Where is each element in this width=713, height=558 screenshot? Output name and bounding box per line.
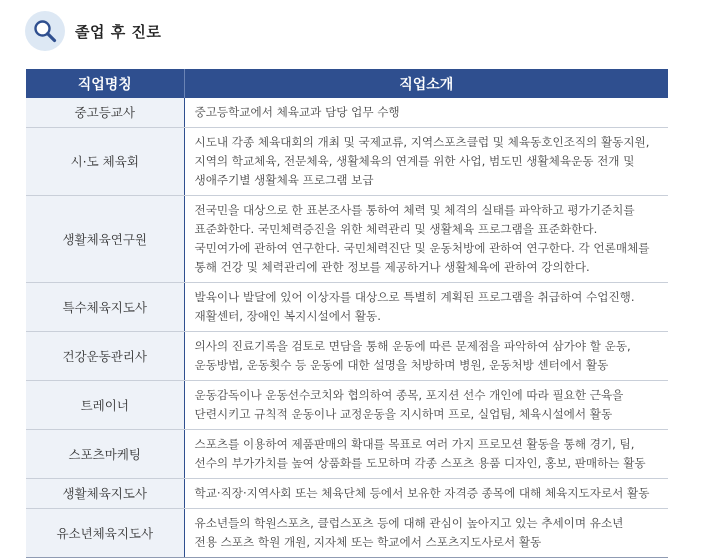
description-line: 발육이나 발달에 있어 이상자를 대상으로 특별히 계획된 프로그램을 취급하여 수업진행. — [194, 290, 635, 304]
table-row — [26, 196, 668, 283]
description-line: 전용 스포츠 학원 개원, 지자체 또는 학교에서 스포츠지도사로서 활동 — [194, 535, 542, 549]
job-name-cell: 생활체육지도사 — [26, 479, 184, 509]
magnifier-icon — [25, 11, 65, 51]
description-line: 재활센터, 장애인 복지시설에서 활동. — [194, 309, 381, 323]
job-description-cell — [184, 479, 668, 509]
description-line: 단련시키고 규칙적 운동이나 교정운동을 지시하며 프로, 실업팀, 체육시설에서 활동 — [194, 407, 613, 421]
description-line: 생애주기별 생활체육 프로그램 보급 — [194, 173, 374, 187]
job-description-cell — [184, 283, 668, 332]
job-name-cell: 건강운동관리사 — [26, 332, 184, 381]
table-row — [26, 479, 668, 509]
job-description-cell — [184, 98, 668, 128]
table-row — [26, 430, 668, 479]
career-table — [26, 69, 668, 558]
job-name-cell: 중고등교사 — [26, 98, 184, 128]
table-header-row — [26, 69, 668, 98]
job-description-cell — [184, 381, 668, 430]
job-name-cell: 시·도 체육회 — [26, 128, 184, 196]
job-name-cell: 유소년체육지도사 — [26, 509, 184, 558]
description-line: 지역의 학교체육, 전문체육, 생활체육의 연계를 위한 사업, 범도민 생활체육운동 전개 및 — [194, 154, 635, 168]
table-row — [26, 283, 668, 332]
description-line: 국민여가에 관하여 연구한다. 국민체력진단 및 운동처방에 관하여 연구한다. 각 언론매체를 — [194, 241, 650, 255]
description-line: 선수의 부가가치를 높여 상품화를 도모하며 각종 스포츠 용품 디자인, 홍보, 판매하는 활동 — [194, 456, 646, 470]
description-line: 표준화한다. 국민체력증진을 위한 체력관리 및 생활체육 프로그램을 표준화한다. — [194, 222, 598, 236]
table-row — [26, 381, 668, 430]
job-name-cell: 스포츠마케팅 — [26, 430, 184, 479]
job-name-cell: 특수체육지도사 — [26, 283, 184, 332]
job-description-cell — [184, 509, 668, 558]
table-row — [26, 332, 668, 381]
section-header — [25, 11, 161, 51]
description-line: 전국민을 대상으로 한 표본조사를 통하여 체력 및 체격의 실태를 파악하고 평가기준치를 — [194, 203, 635, 217]
description-line: 학교·직장·지역사회 또는 체육단체 등에서 보유한 자격증 종목에 대해 체육지도자로서 활동 — [194, 486, 650, 500]
job-name-cell: 생활체육연구원 — [26, 196, 184, 283]
section-title: 졸업 후 진로 — [75, 22, 162, 41]
column-header-job-name: 직업명칭 — [26, 69, 184, 98]
description-line: 중고등학교에서 체육교과 담당 업무 수행 — [194, 105, 400, 119]
table-row — [26, 128, 668, 196]
table-row — [26, 509, 668, 558]
description-line: 운동감독이나 운동선수코치와 협의하여 종목, 포지션 선수 개인에 따라 필요한 근육을 — [194, 388, 624, 402]
description-line: 통해 건강 및 체력관리에 관한 정보를 제공하거나 생활체육에 관하여 강의한다. — [194, 260, 590, 274]
job-name-cell: 트레이너 — [26, 381, 184, 430]
description-line: 스포츠를 이용하여 제품판매의 확대를 목표로 여러 가지 프로모션 활동을 통해 경기, 팀, — [194, 437, 635, 451]
job-description-cell — [184, 332, 668, 381]
table-row — [26, 98, 668, 128]
description-line: 유소년들의 학원스포츠, 클럽스포츠 등에 대해 관심이 높아지고 있는 추세이며 유소년 — [194, 516, 624, 530]
description-line: 시도내 각종 체육대회의 개최 및 국제교류, 지역스포츠클럽 및 체육동호인조직의 활동지원, — [194, 135, 650, 149]
job-description-cell — [184, 196, 668, 283]
job-description-cell — [184, 128, 668, 196]
job-description-cell — [184, 430, 668, 479]
column-header-job-description: 직업소개 — [184, 69, 668, 98]
description-line: 운동방법, 운동횟수 등 운동에 대한 설명을 처방하며 병원, 운동처방 센터에서 활동 — [194, 358, 609, 372]
description-line: 의사의 진료기록을 검토로 면담을 통해 운동에 따른 문제점을 파악하여 삼가야 할 운동, — [194, 339, 631, 353]
